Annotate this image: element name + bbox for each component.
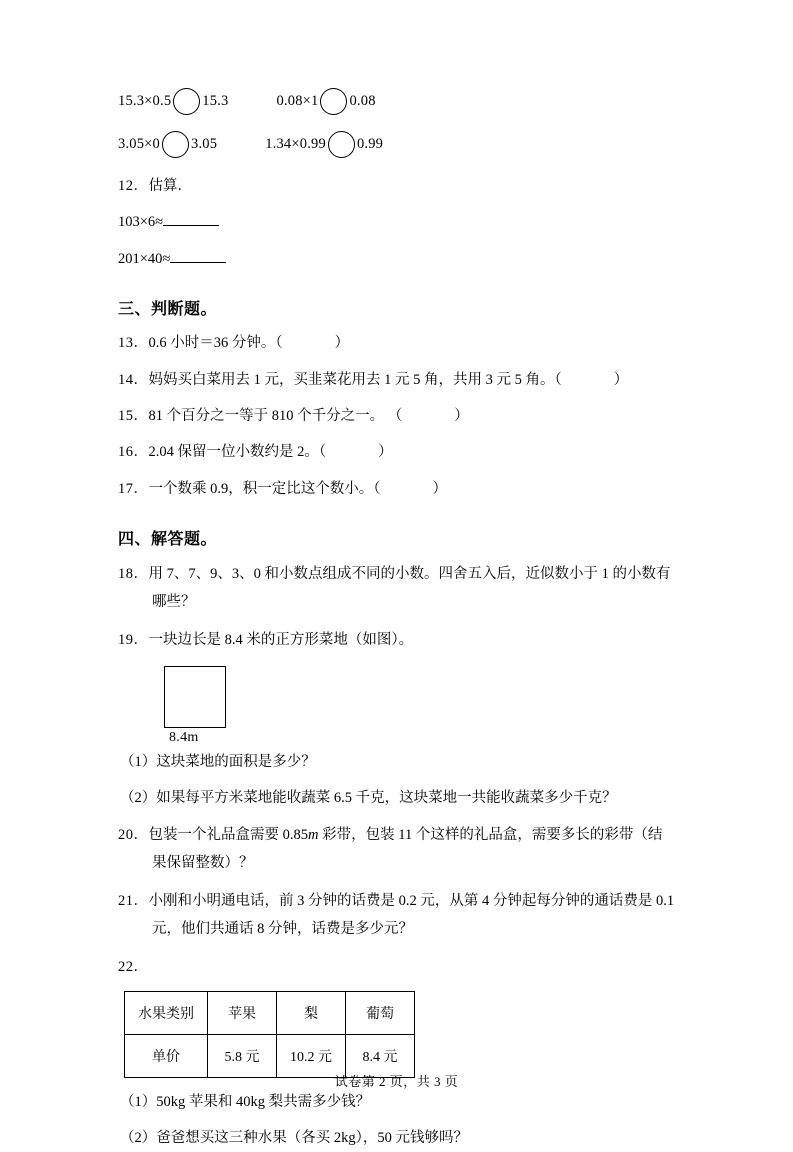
compare-left-expr: 0.08×1: [276, 93, 319, 109]
question-tail: ）: [432, 480, 447, 497]
table-cell: 8.4 元: [346, 1034, 415, 1077]
question-22-part-2: （2）爸爸想买这三种水果（各买 2kg），50 元钱够吗？: [120, 1130, 468, 1147]
question-text: 小刚和小明通电话，前 3 分钟的话费是 0.2 元，从第 4 分钟起每分钟的通话费是 0.1 元，他们共通话 8 分钟，话费是多少元？: [148, 893, 675, 938]
compare-right-value: 0.08: [349, 93, 376, 109]
question-number: 19．: [118, 632, 149, 649]
question-text: 一个数乘 0.9，积一定比这个数小。（: [148, 480, 381, 497]
question-12: [118, 174, 675, 199]
question-14: [118, 368, 675, 393]
question-text: 0.6 小时＝36 分钟。（: [148, 335, 283, 352]
compare-left-expr: 1.34×0.99: [265, 136, 326, 152]
question-22-part-1: （1）50kg 苹果和 40kg 梨共需多少钱？: [120, 1093, 371, 1110]
unit-symbol: m: [308, 827, 319, 844]
section-heading-4: 四、解答题。: [118, 531, 218, 548]
compare-circle[interactable]: [173, 88, 200, 115]
question-text-after: 彩带，包装 11 个这样的礼品盒，需要多长的彩带（结果保留整数）？: [152, 827, 663, 871]
table-header-cell: 梨: [277, 991, 346, 1034]
question-number: 22．: [118, 958, 149, 975]
question-17: [118, 477, 675, 502]
square-figure: [164, 666, 675, 746]
square-shape: [164, 666, 226, 728]
estimate-expression: 201×40≈: [118, 250, 171, 267]
question-16: [118, 440, 675, 465]
question-19-part-1: （1）这块菜地的面积是多少？: [120, 753, 316, 770]
question-text: 用 7、7、9、3、0 和小数点组成不同的小数。四舍五入后，近似数小于 1 的小数有哪些？: [148, 566, 671, 610]
question-19: [118, 627, 675, 655]
question-tail: ）: [334, 335, 350, 352]
fruit-price-table: [124, 991, 415, 1078]
square-side-label: 8.4m: [169, 729, 199, 745]
question-number: 16．: [118, 444, 149, 461]
compare-row-1: [118, 88, 675, 115]
question-number: 13．: [118, 335, 149, 352]
estimate-expression: 103×6≈: [118, 214, 164, 231]
table-header-cell: 水果类别: [125, 991, 208, 1034]
compare-item: [276, 88, 375, 115]
question-21: [118, 888, 675, 943]
table-row: [125, 991, 415, 1034]
question-tail: ）: [613, 371, 629, 388]
question-number: 21．: [118, 893, 149, 910]
question-number: 17．: [118, 480, 149, 497]
question-number: 12．: [118, 178, 149, 194]
question-18: [118, 561, 675, 616]
question-20: [118, 822, 675, 877]
question-text: 81 个百分之一等于 810 个千分之一。 （: [148, 407, 403, 424]
table-cell: 单价: [125, 1034, 208, 1077]
table-cell: 10.2 元: [277, 1034, 346, 1077]
page-footer: 试卷第 2 页，共 3 页: [334, 1074, 459, 1089]
compare-circle[interactable]: [320, 88, 347, 115]
question-19-part-2: （2）如果每平方米菜地能收蔬菜 6.5 千克，这块菜地一共能收蔬菜多少千克？: [120, 790, 617, 807]
question-12-item-2: [118, 247, 675, 272]
table-cell: 5.8 元: [208, 1034, 277, 1077]
question-tail: ）: [454, 407, 469, 424]
question-number: 15．: [118, 407, 149, 424]
compare-item: [265, 131, 383, 158]
question-15: [118, 404, 675, 429]
compare-left-expr: 3.05×0: [118, 136, 161, 152]
compare-item: [118, 131, 217, 158]
compare-right-value: 3.05: [191, 136, 218, 152]
question-13: [118, 331, 675, 356]
question-text: 2.04 保留一位小数约是 2。（: [148, 444, 327, 461]
table-header-cell: 苹果: [208, 991, 277, 1034]
question-22: [118, 955, 675, 980]
question-text: 妈妈买白菜用去 1 元，买韭菜花用去 1 元 5 角，共用 3 元 5 角。（: [148, 371, 562, 388]
compare-circle[interactable]: [162, 131, 189, 158]
answer-blank[interactable]: [170, 249, 226, 263]
table-header-cell: 葡萄: [346, 991, 415, 1034]
compare-right-value: 0.99: [356, 136, 384, 152]
compare-item: [118, 88, 228, 115]
compare-left-expr: 15.3×0.5: [118, 93, 172, 109]
question-text: 一块边长是 8.4 米的正方形菜地（如图）。: [148, 632, 414, 649]
compare-right-value: 15.3: [202, 93, 229, 109]
compare-circle[interactable]: [328, 131, 355, 158]
answer-blank[interactable]: [163, 212, 219, 226]
question-text: 估算．: [148, 178, 192, 194]
compare-row-2: [118, 131, 675, 158]
question-number: 18．: [118, 566, 149, 582]
question-12-item-1: [118, 210, 675, 235]
question-number: 20．: [118, 827, 149, 844]
question-tail: ）: [378, 444, 393, 461]
section-heading-3: 三、判断题。: [118, 301, 218, 319]
question-text-before: 包装一个礼品盒需要 0.85: [148, 827, 308, 844]
question-number: 14．: [118, 371, 149, 388]
